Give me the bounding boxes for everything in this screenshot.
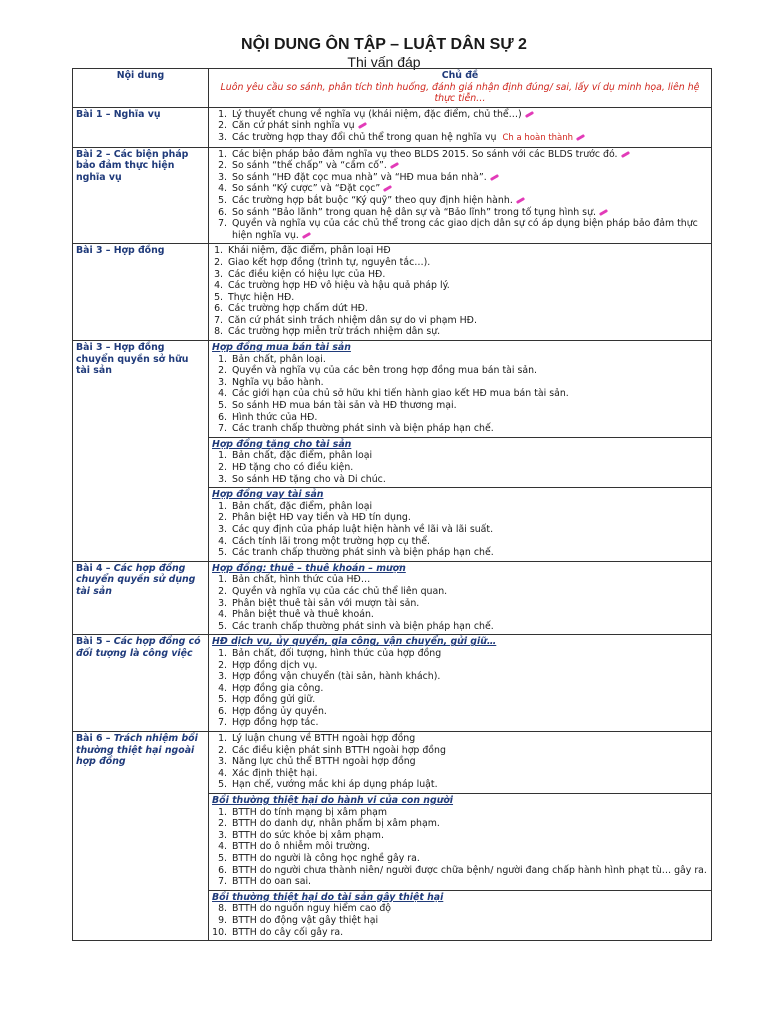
topic-item-text: Các điều kiện phát sinh BTTH ngoài hợp đồng: [232, 744, 446, 756]
topic-item: [230, 903, 708, 915]
topic-item: [226, 257, 708, 269]
topic-item: [230, 876, 708, 888]
topic-item-text: Cách tính lãi trong một trường hợp cụ thể.: [232, 535, 431, 547]
topic-item-text: So sánh “Bảo lãnh” trong quan hệ dân sự và “Bảo lĩnh” trong tố tụng hình sự.: [232, 206, 596, 218]
topic-item-text: Lý luận chung về BTTH ngoài hợp đồng: [232, 733, 416, 745]
topic-item-text: Các trường hợp bắt buộc “Ký quỹ” theo quy định hiện hành.: [232, 194, 513, 206]
highlighter-mark-icon: [576, 134, 585, 141]
lesson-title: Bài 2 – Các biện pháp bảo đảm thực hiện nghĩa vụ: [76, 148, 189, 183]
page-subtitle: Thi vấn đáp: [347, 54, 421, 70]
topic-item: [230, 609, 708, 621]
highlighter-mark-icon: [390, 162, 399, 169]
topic-item: [230, 149, 708, 161]
topic-list: [212, 733, 708, 791]
topic-item: [230, 547, 708, 559]
topic-item-text: Căn cứ phát sinh trách nhiệm dân sự do vi phạm HĐ.: [228, 314, 477, 326]
lesson-title: Các hợp đồng chuyển quyền sử dụng tài sản: [76, 562, 196, 597]
topic-item: [230, 865, 708, 877]
topic-item-text: Các tranh chấp thường phát sinh và biện pháp hạn chế.: [232, 547, 494, 559]
topic-item: [230, 807, 708, 819]
topic-item: [230, 927, 708, 939]
topic-item: [230, 660, 708, 672]
outline-body: [73, 107, 712, 940]
topic-item-text: BTTH do người chưa thành niên/ người được chữa bệnh/ người đang chấp hành hình phạt tù… gây ra.: [232, 864, 707, 876]
lesson-row: [73, 147, 712, 244]
topic-item: [226, 303, 708, 315]
topic-item: [226, 292, 708, 304]
header-col-content: Nội dung: [73, 69, 209, 108]
topic-item: [230, 120, 708, 132]
topic-item-text: BTTH do oan sai.: [232, 876, 312, 888]
lesson-prefix: Bài 6 –: [76, 733, 114, 745]
topic-cell: [209, 732, 712, 794]
topic-item-text: Các trường hợp chấm dứt HĐ.: [228, 303, 368, 315]
topic-item: [230, 524, 708, 536]
lesson-title: Bài 3 – Hợp đồng: [76, 245, 165, 257]
topic-item: [230, 423, 708, 435]
topic-item-text: Các tranh chấp thường phát sinh và biện pháp hạn chế.: [232, 423, 494, 435]
lesson-title: Trách nhiệm bồi thường thiệt hại ngoài hợp đồng: [76, 733, 198, 768]
lesson-title-cell: [73, 341, 209, 562]
topic-item-text: Phân biệt HĐ vay tiền và HĐ tín dụng.: [232, 512, 411, 524]
lesson-row: [73, 561, 712, 635]
topic-item: [230, 574, 708, 586]
topic-item: [230, 183, 708, 195]
topic-heading: Hợp đồng mua bán tài sản: [212, 342, 351, 354]
topic-item-text: Bản chất, đối tượng, hình thức của hợp đồng: [232, 647, 442, 659]
topic-cell: [209, 488, 712, 562]
lesson-title: Bài 1 – Nghĩa vụ: [76, 108, 161, 120]
highlighter-mark-icon: [516, 197, 525, 204]
topic-list: [212, 149, 708, 242]
topic-item-text: Xác định thiệt hại.: [232, 767, 318, 779]
lesson-title-cell: [73, 147, 209, 244]
topic-item: [230, 160, 708, 172]
outline-table: [72, 68, 712, 941]
header-row: [73, 69, 712, 108]
topic-item: [230, 207, 708, 219]
topic-item: [230, 841, 708, 853]
topic-item: [230, 400, 708, 412]
topic-item-text: So sánh “Ký cược” và “Đặt cọc”: [232, 183, 381, 195]
topic-cell: [209, 244, 712, 341]
instruction-text: Luôn yêu cầu so sánh, phân tích tình huống, đánh giá nhận định đúng/ sai, lấy ví dụ minh họa, liên hệ thực tiễn…: [220, 81, 700, 105]
lesson-prefix: Bài 5 –: [76, 636, 114, 648]
topic-item: [230, 586, 708, 598]
topic-item-text: BTTH do sức khỏe bị xâm phạm.: [232, 829, 384, 841]
topic-item-text: Phân biệt thuê tài sản với mượn tài sản.: [232, 597, 420, 609]
lesson-row: [73, 341, 712, 438]
topic-cell: [209, 561, 712, 635]
topic-item: [230, 671, 708, 683]
topic-item-text: BTTH do người là công học nghề gây ra.: [232, 853, 420, 864]
highlighter-mark-icon: [357, 122, 366, 129]
topic-item-text: Các quy định của pháp luật hiện hành về lãi và lãi suất.: [232, 523, 494, 535]
topic-item: [230, 388, 708, 400]
lesson-title-cell: [73, 732, 209, 941]
topic-item: [230, 172, 708, 184]
topic-list: [212, 807, 708, 888]
topic-heading: Bồi thường thiệt hại do hành vi của con người: [212, 795, 454, 807]
topic-item: [230, 512, 708, 524]
topic-item-text: Bản chất, phân loại.: [232, 353, 326, 365]
topic-item: [226, 269, 708, 281]
topic-item-text: Các trường hợp thay đổi chủ thể trong quan hệ nghĩa vụ: [232, 131, 497, 143]
topic-list: [212, 109, 708, 145]
topic-item: [226, 280, 708, 292]
header-col-topic: [209, 69, 712, 108]
topic-list: [212, 450, 708, 485]
topic-item-text: BTTH do cây cối gây ra.: [232, 926, 344, 938]
topic-cell: [209, 437, 712, 487]
topic-heading: Hợp đồng tặng cho tài sản: [212, 438, 352, 450]
topic-item-text: Hợp đồng vận chuyển (tài sản, hành khách).: [232, 671, 441, 683]
topic-item: [230, 218, 708, 241]
topic-item-text: Hợp đồng hợp tác.: [232, 717, 319, 729]
topic-item: [230, 132, 708, 145]
topic-item: [230, 536, 708, 548]
topic-item: [230, 354, 708, 366]
topic-item-text: Quyền và nghĩa vụ của các chủ thể liên quan.: [232, 585, 448, 597]
topic-item: [230, 450, 708, 462]
topic-list: [212, 903, 708, 938]
topic-item: [230, 648, 708, 660]
topic-item: [230, 377, 708, 389]
topic-item-text: BTTH do ô nhiễm môi trường.: [232, 841, 371, 853]
topic-cell: [209, 147, 712, 244]
topic-list: [212, 648, 708, 729]
topic-item: [230, 195, 708, 207]
topic-item-text: Hợp đồng gia công.: [232, 682, 324, 694]
highlighter-mark-icon: [599, 208, 608, 215]
topic-item: [230, 717, 708, 729]
topic-cell: [209, 341, 712, 438]
topic-item: [230, 853, 708, 865]
topic-cell: [209, 794, 712, 891]
topic-item-text: Hợp đồng ủy quyền.: [232, 705, 327, 717]
highlighter-mark-icon: [620, 151, 629, 158]
topic-item-text: Bản chất, đặc điểm, phân loại: [232, 500, 373, 512]
lesson-row: [73, 244, 712, 341]
topic-item: [230, 474, 708, 486]
lesson-title: Bài 3 – Hợp đồng chuyển quyền sở hữu tài sản: [76, 342, 189, 377]
topic-item-text: HĐ tặng cho có điều kiện.: [232, 462, 354, 473]
topic-item: [230, 733, 708, 745]
topic-item-text: Các giới hạn của chủ sở hữu khi tiến hành giao kết HĐ mua bán tài sản.: [232, 388, 569, 400]
topic-item-text: Bản chất, đặc điểm, phân loại: [232, 450, 373, 462]
topic-item: [226, 245, 708, 257]
topic-item-text: Thực hiện HĐ.: [228, 291, 295, 303]
page-title: NỘI DUNG ÔN TẬP – LUẬT DÂN SỰ 2: [241, 36, 527, 53]
topic-item-text: Bản chất, hình thức của HĐ…: [232, 574, 371, 586]
topic-item-text: Các điều kiện có hiệu lực của HĐ.: [228, 268, 386, 280]
topic-list: [212, 574, 708, 632]
topic-item-text: Lý thuyết chung về nghĩa vụ (khái niệm, đặc điểm, chủ thể…): [232, 108, 522, 120]
highlighter-mark-icon: [383, 185, 392, 192]
topic-item-text: Nghĩa vụ bảo hành.: [232, 376, 324, 388]
topic-item: [230, 915, 708, 927]
topic-item-text: So sánh “thế chấp” và “cầm cố”.: [232, 160, 387, 172]
topic-item-text: Quyền và nghĩa vụ của các chủ thể trong các giao dịch dân sự có áp dụng biện pháp bảo đảm thực hiện nghĩa vụ.: [232, 218, 698, 241]
topic-item: [230, 745, 708, 757]
topic-item-text: Hạn chế, vướng mắc khi áp dụng pháp luật.: [232, 779, 438, 791]
topic-heading: Hợp đồng: thuê – thuê khoán – mượn: [212, 562, 406, 574]
topic-item-text: Giao kết hợp đồng (trình tự, nguyên tắc…).: [228, 256, 431, 268]
handwritten-note: Ch a hoàn thành: [502, 132, 574, 143]
topic-heading: Bồi thường thiệt hại do tài sản gây thiệt hại: [212, 891, 444, 903]
highlighter-mark-icon: [490, 174, 499, 181]
topic-cell: [209, 107, 712, 147]
topic-item: [230, 830, 708, 842]
topic-item: [230, 683, 708, 695]
topic-cell: [209, 635, 712, 732]
topic-list: [212, 354, 708, 435]
topic-item: [230, 462, 708, 474]
lesson-title-cell: [73, 107, 209, 147]
topic-item-text: Các trường hợp miễn trừ trách nhiệm dân sự.: [228, 326, 441, 338]
topic-heading: Hợp đồng vay tài sản: [212, 489, 324, 501]
topic-item: [230, 598, 708, 610]
lesson-title-cell: [73, 635, 209, 732]
topic-item-text: BTTH do động vật gây thiệt hại: [232, 914, 379, 926]
topic-item-text: So sánh HĐ tặng cho và Di chúc.: [232, 473, 386, 485]
topic-item: [230, 706, 708, 718]
header-topic-label: Chủ đề: [441, 70, 479, 81]
topic-item-text: Hợp đồng gửi giữ.: [232, 694, 316, 706]
topic-item-text: BTTH do danh dự, nhân phẩm bị xâm phạm.: [232, 818, 440, 830]
topic-item-text: Năng lực chủ thể BTTH ngoài hợp đồng: [232, 756, 416, 768]
lesson-title-cell: [73, 244, 209, 341]
topic-list: [212, 501, 708, 559]
topic-item: [230, 818, 708, 830]
topic-item-text: So sánh “HĐ đặt cọc mua nhà” và “HĐ mua bán nhà”.: [232, 171, 487, 183]
topic-item: [226, 326, 708, 338]
lesson-row: [73, 732, 712, 794]
topic-item-text: BTTH do tính mạng bị xâm phạm: [232, 806, 388, 818]
topic-list: [212, 245, 708, 338]
highlighter-mark-icon: [302, 232, 311, 239]
topic-item-text: Các biện pháp bảo đảm nghĩa vụ theo BLDS 2015. So sánh với các BLDS trước đó.: [232, 148, 618, 160]
topic-heading: HĐ dịch vụ, ủy quyền, gia công, vận chuyển, gửi giữ…: [212, 636, 497, 648]
topic-item-text: Khái niệm, đặc điểm, phân loại HĐ: [228, 245, 391, 257]
topic-item: [230, 365, 708, 377]
topic-item: [230, 768, 708, 780]
topic-item: [230, 756, 708, 768]
lesson-title-cell: [73, 561, 209, 635]
topic-item-text: Các trường hợp HĐ vô hiệu và hậu quả pháp lý.: [228, 280, 450, 292]
topic-cell: [209, 890, 712, 940]
topic-item-text: So sánh HĐ mua bán tài sản và HĐ thương mại.: [232, 400, 457, 412]
topic-item-text: Quyền và nghĩa vụ của các bên trong hợp đồng mua bán tài sản.: [232, 365, 538, 377]
topic-item-text: Căn cứ phát sinh nghĩa vụ: [232, 120, 355, 132]
topic-item: [230, 694, 708, 706]
topic-item: [230, 109, 708, 121]
lesson-title: Các hợp đồng có đối tượng là công việc: [76, 636, 201, 659]
lesson-row: [73, 635, 712, 732]
highlighter-mark-icon: [525, 111, 534, 118]
lesson-row: [73, 107, 712, 147]
topic-item-text: Các tranh chấp thường phát sinh và biện pháp hạn chế.: [232, 620, 494, 632]
topic-item: [230, 501, 708, 513]
topic-item-text: Hình thức của HĐ.: [232, 411, 318, 423]
topic-item: [230, 779, 708, 791]
topic-item-text: Hợp đồng dịch vụ.: [232, 659, 318, 671]
topic-item: [230, 621, 708, 633]
topic-item: [230, 412, 708, 424]
topic-item: [226, 315, 708, 327]
topic-item-text: BTTH do nguồn nguy hiểm cao độ: [232, 903, 391, 915]
topic-item-text: Phân biệt thuê và thuê khoán.: [232, 609, 374, 621]
lesson-prefix: Bài 4 –: [76, 562, 114, 574]
